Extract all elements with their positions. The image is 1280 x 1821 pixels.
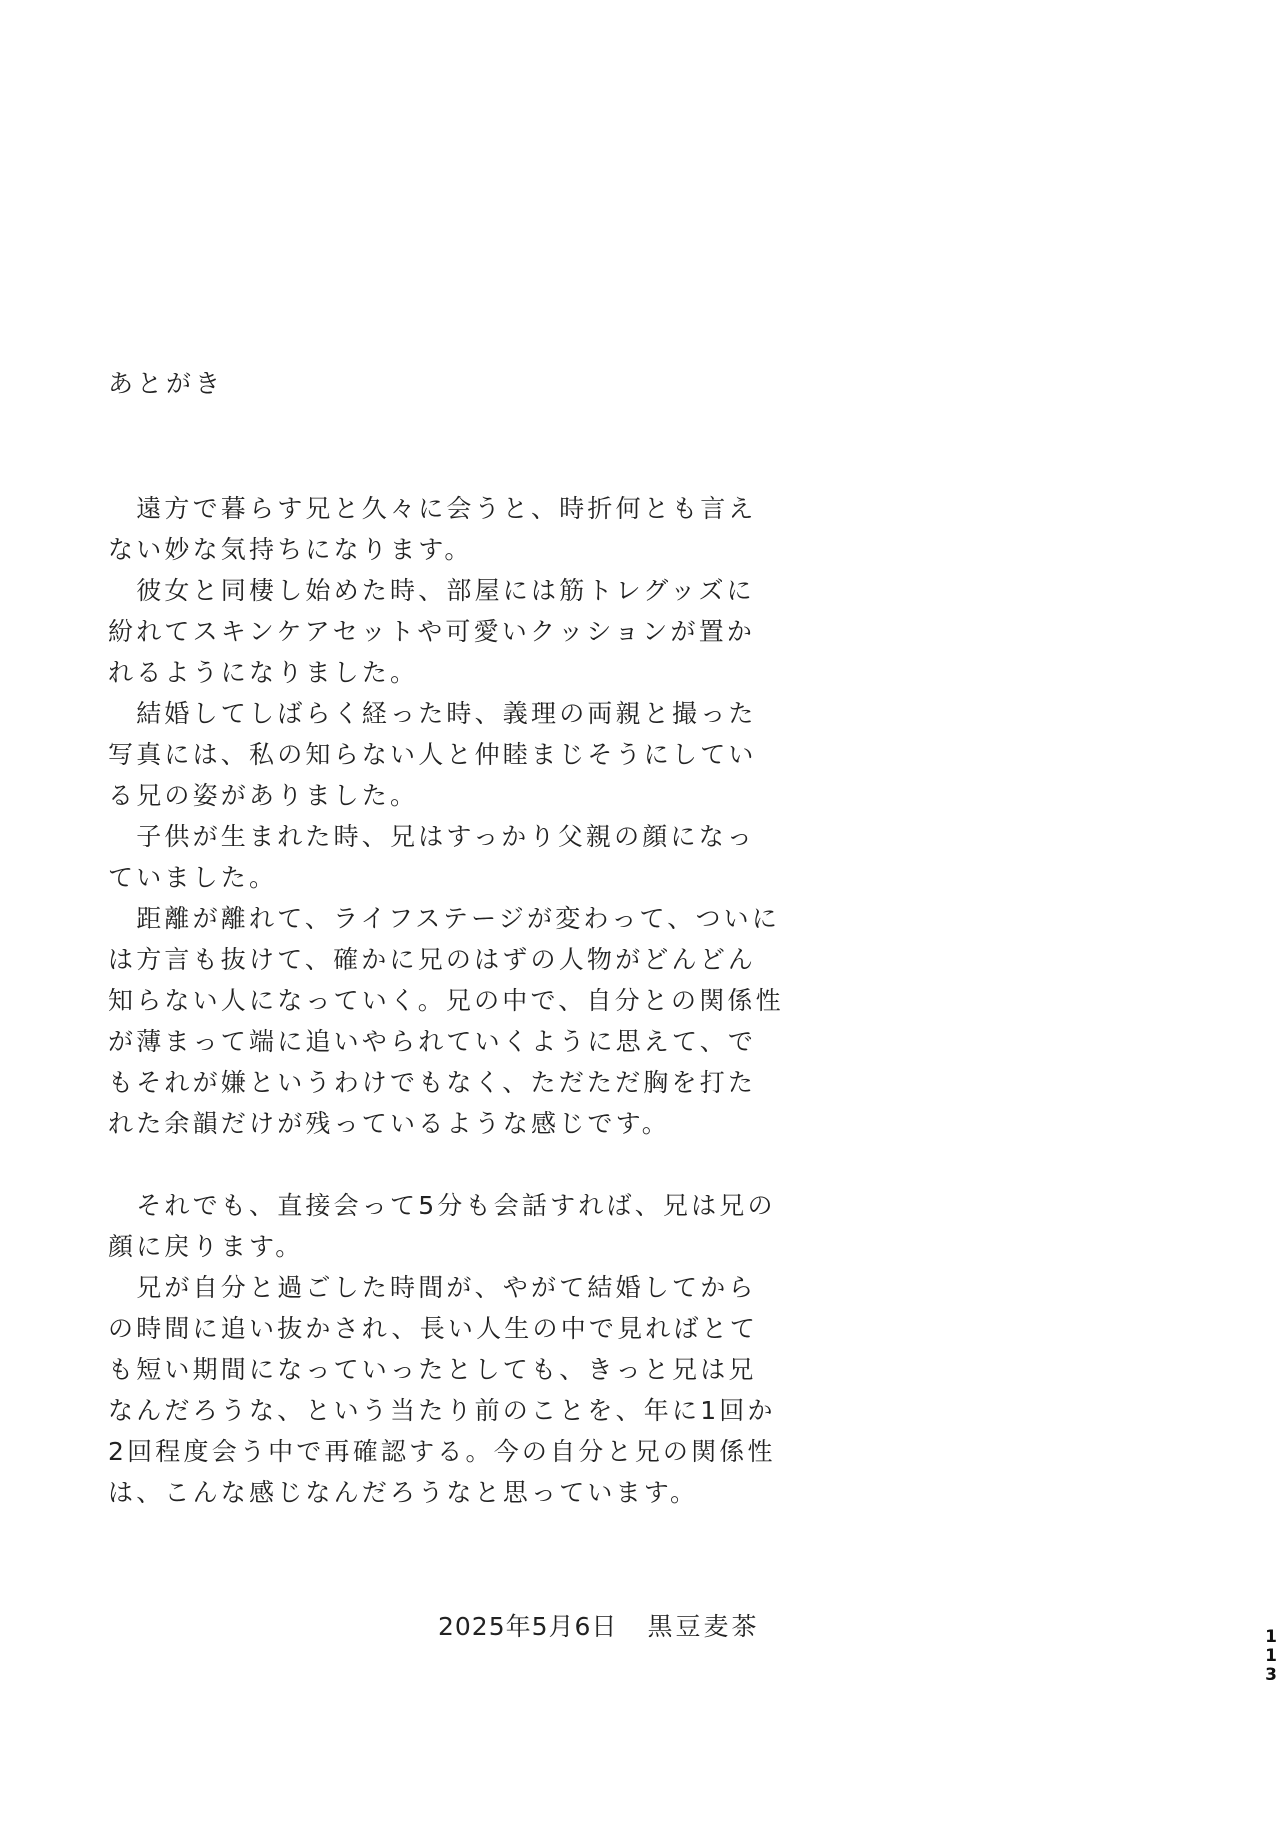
body-line: それでも、直接会って5分も会話すれば、兄は兄の [108, 1191, 776, 1220]
body-line: 結婚してしばらく経った時、義理の両親と撮った [108, 699, 757, 728]
body-line: ていました。 [108, 863, 278, 892]
body-line: もそれが嫌というわけでもなく、ただただ胸を打た [108, 1068, 757, 1097]
body-line: 2回程度会う中で再確認する。今の自分と兄の関係性 [108, 1437, 776, 1466]
paragraph-gap [108, 1144, 748, 1185]
afterword-heading: あとがき [108, 369, 225, 398]
body-line: は、こんな感じなんだろうなと思っています。 [108, 1478, 699, 1507]
page-number-digit: 3 [1265, 1665, 1277, 1685]
page-number-digit: 1 [1265, 1627, 1277, 1647]
body-line: 子供が生まれた時、兄はすっかり父親の顔になっ [108, 822, 756, 851]
body-line: が薄まって端に追いやられていくように思えて、で [108, 1027, 757, 1056]
body-line: 紛れてスキンケアセットや可愛いクッションが置か [108, 617, 756, 646]
afterword-body [108, 488, 784, 1513]
signature [438, 1609, 759, 1645]
signature-date: 2025年5月6日 [438, 1612, 618, 1641]
body-line: る兄の姿がありました。 [108, 781, 419, 810]
body-line: 遠方で暮らす兄と久々に会うと、時折何とも言え [108, 494, 757, 523]
body-line: も短い期間になっていったとしても、きっと兄は兄 [108, 1355, 757, 1384]
body-line: 距離が離れて、ライフステージが変わって、ついに [108, 904, 781, 933]
body-line: の時間に追い抜かされ、長い人生の中で見ればとて [108, 1314, 759, 1343]
body-line: ない妙な気持ちになります。 [108, 535, 473, 564]
signature-author: 黒豆麦茶 [647, 1612, 760, 1641]
body-line: れた余韻だけが残っているような感じです。 [108, 1109, 671, 1138]
body-line: 兄が自分と過ごした時間が、やがて結婚してから [108, 1273, 757, 1302]
body-line: 写真には、私の知らない人と仲睦まじそうにしてい [108, 740, 757, 769]
body-line: は方言も抜けて、確かに兄のはずの人物がどんどん [108, 945, 757, 974]
body-line: 彼女と同棲し始めた時、部屋には筋トレグッズに [108, 576, 755, 605]
body-line: 知らない人になっていく。兄の中で、自分との関係性 [108, 986, 784, 1015]
body-line: れるようになりました。 [108, 658, 419, 687]
page-number-digit: 1 [1265, 1646, 1277, 1666]
page-number [1262, 1628, 1280, 1685]
body-line: なんだろうな、という当たり前のことを、年に1回か [108, 1396, 776, 1425]
body-line: 顔に戻ります。 [108, 1232, 304, 1261]
